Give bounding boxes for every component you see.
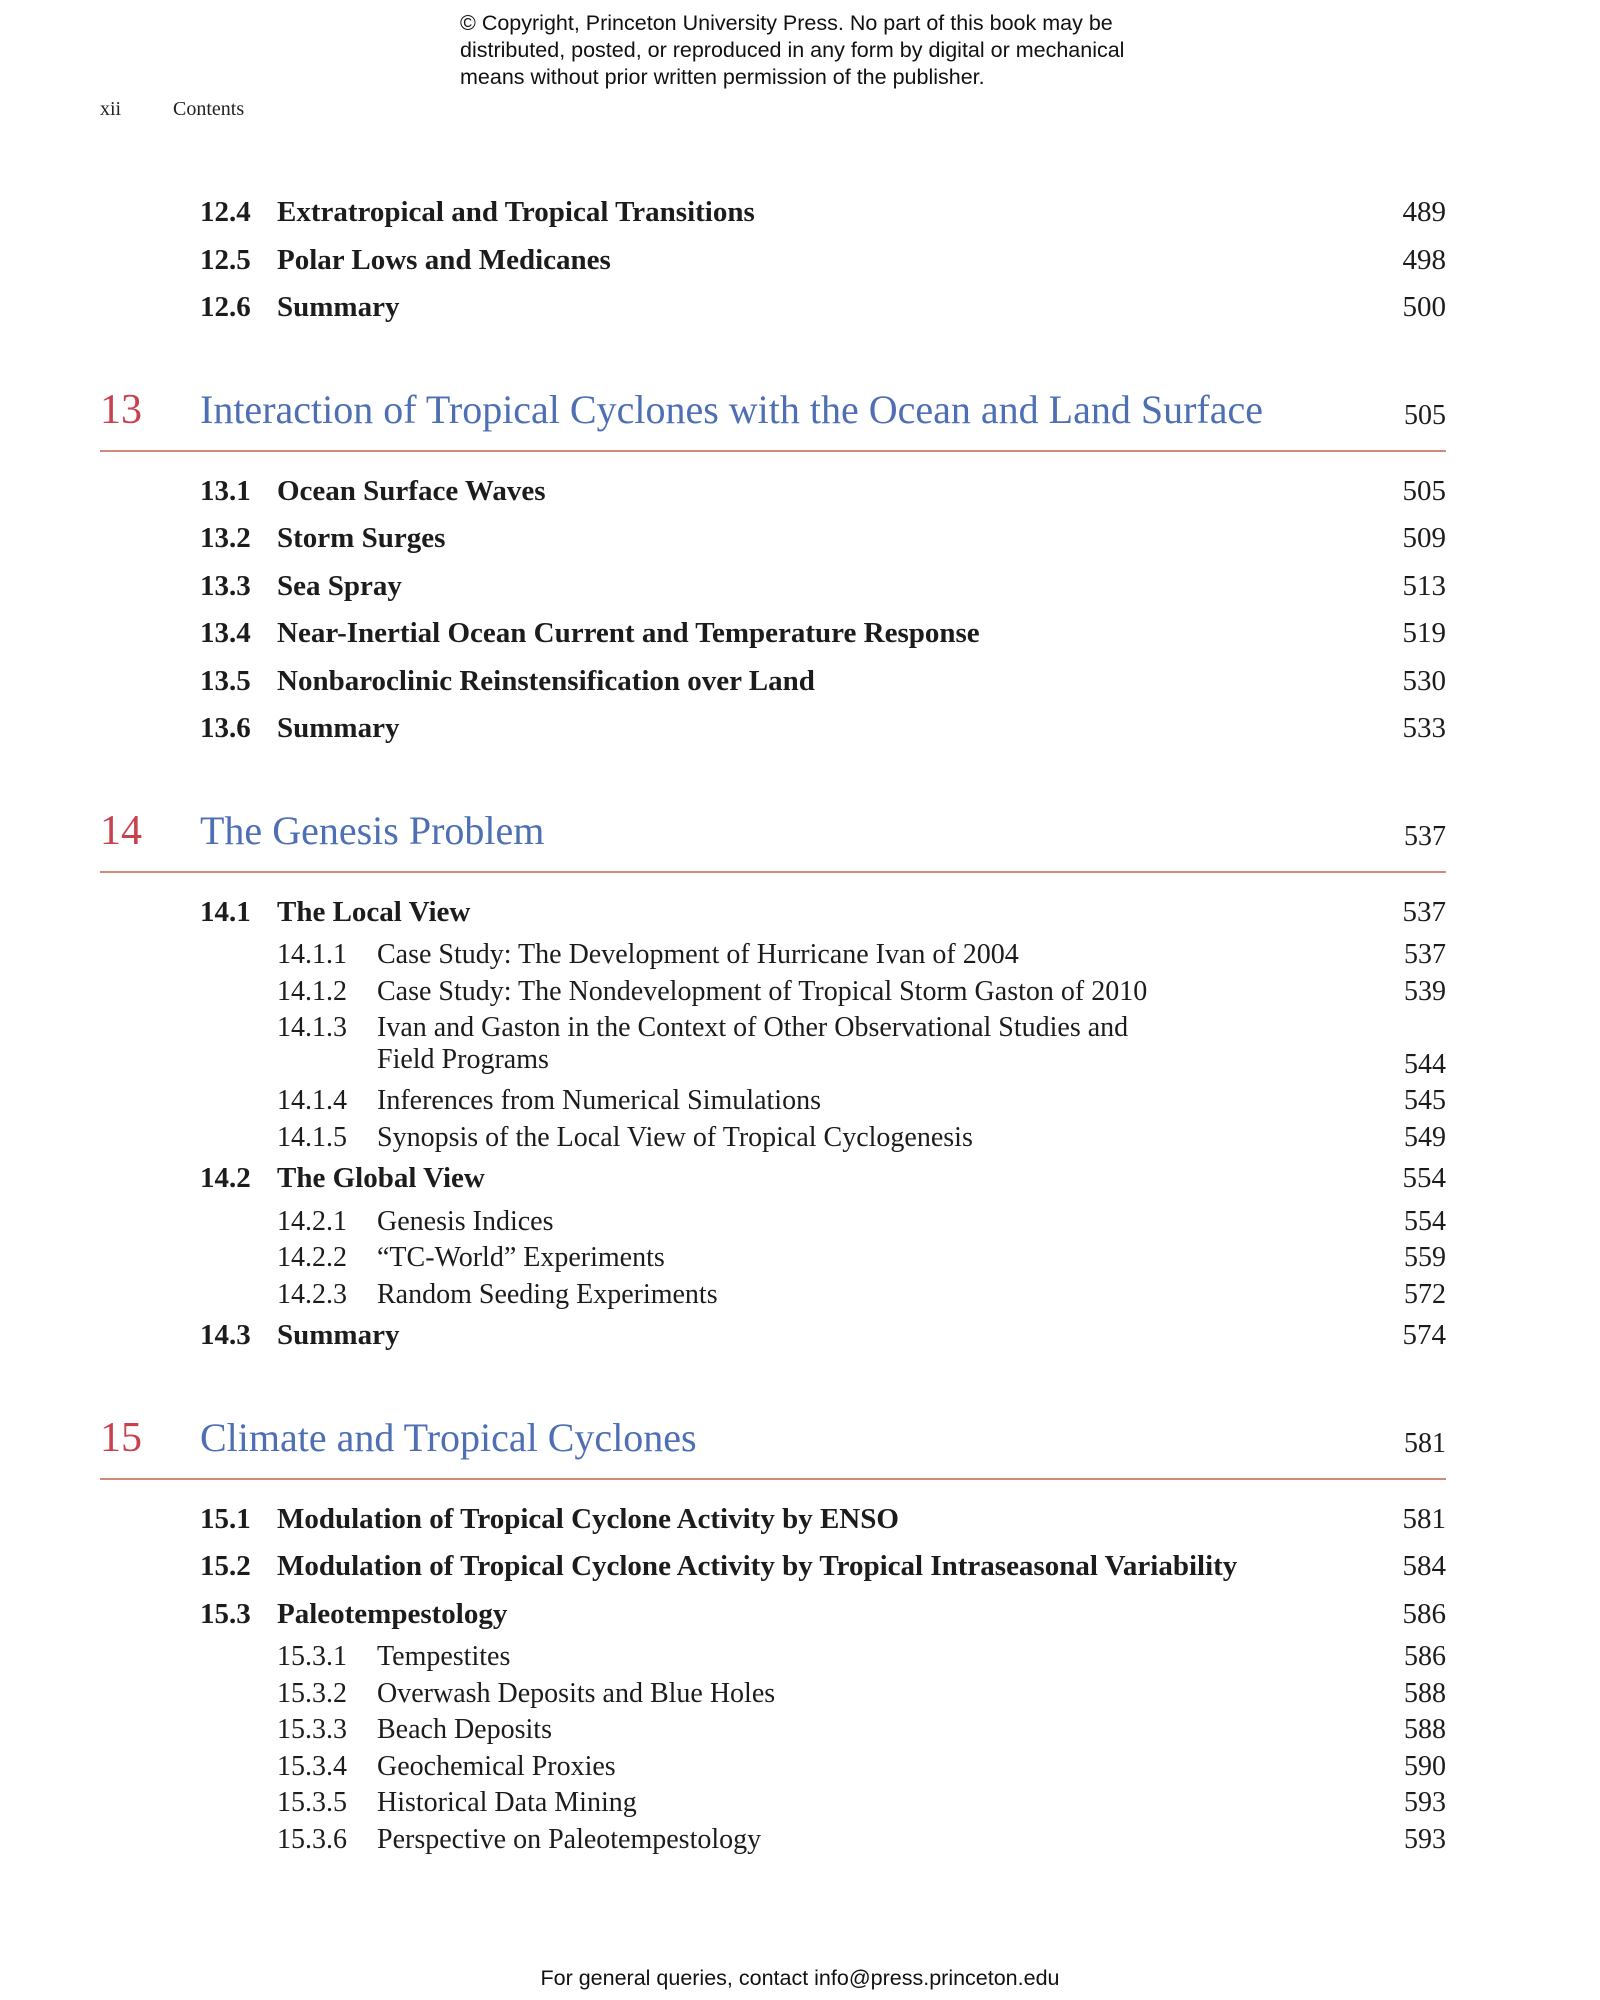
- subsection-page: 544: [1404, 1048, 1446, 1080]
- toc-subsection[interactable]: [100, 1639, 1446, 1676]
- toc-subsection[interactable]: [100, 1277, 1446, 1314]
- section-page: 519: [1402, 617, 1446, 649]
- toc-section[interactable]: [100, 516, 1446, 564]
- subsection-page: 590: [1404, 1750, 1446, 1782]
- toc-section[interactable]: [100, 238, 1446, 286]
- running-head-title: Contents: [173, 98, 245, 120]
- chapter-page: 581: [1404, 1427, 1446, 1459]
- subsection-title: [377, 1012, 1128, 1076]
- section-number: 13.1: [200, 474, 251, 507]
- chapter-title: The Genesis Problem: [200, 807, 545, 853]
- subsection-number: 15.3.2: [277, 1677, 347, 1709]
- toc-section[interactable]: [100, 1497, 1446, 1545]
- subsection-title: Random Seeding Experiments: [377, 1278, 718, 1310]
- chapter-page: 537: [1404, 820, 1446, 852]
- section-number: 12.4: [200, 196, 251, 228]
- chapter-title: Climate and Tropical Cyclones: [200, 1414, 697, 1460]
- toc-subsection[interactable]: [100, 1822, 1446, 1859]
- section-number: 15.1: [200, 1502, 251, 1535]
- chapter-number: 13: [100, 386, 142, 433]
- section-title: Near-Inertial Ocean Current and Temperature Response: [277, 617, 980, 649]
- subsection-page: 588: [1404, 1714, 1446, 1745]
- subsection-page: 554: [1404, 1205, 1446, 1237]
- toc-subsection[interactable]: [100, 937, 1446, 974]
- subsection-page: 559: [1404, 1242, 1446, 1273]
- subsection-page: 539: [1404, 975, 1446, 1007]
- subsection-page: 549: [1404, 1121, 1446, 1153]
- subsection-title: Overwash Deposits and Blue Holes: [377, 1677, 776, 1709]
- section-title: Storm Surges: [277, 522, 446, 554]
- section-page: 554: [1402, 1162, 1446, 1194]
- section-page: 530: [1402, 664, 1446, 697]
- section-title: Polar Lows and Medicanes: [277, 243, 611, 276]
- subsection-page: 593: [1404, 1823, 1446, 1855]
- subsection-page: 588: [1404, 1677, 1446, 1709]
- subsection-number: 14.2.1: [277, 1205, 347, 1237]
- subsection-number: 15.3.5: [277, 1787, 347, 1818]
- subsection-number: 15.3.1: [277, 1641, 347, 1672]
- section-title: Summary: [277, 1319, 400, 1351]
- chapter-page: 505: [1404, 399, 1446, 431]
- subsection-number: 15.3.3: [277, 1714, 347, 1745]
- subsection-title-line: Ivan and Gaston in the Context of Other Observational Studies and: [377, 1012, 1129, 1043]
- section-page: 581: [1402, 1502, 1446, 1535]
- toc-section[interactable]: [100, 1592, 1446, 1640]
- toc-subsection[interactable]: [100, 1712, 1446, 1749]
- subsection-title: Historical Data Mining: [377, 1787, 637, 1818]
- section-number: 12.5: [200, 243, 251, 276]
- subsection-title: Synopsis of the Local View of Tropical Cyclogenesis: [377, 1121, 973, 1153]
- subsection-title-line: Field Programs: [377, 1044, 549, 1075]
- subsection-title: Inferences from Numerical Simulations: [377, 1085, 821, 1116]
- subsection-title: Geochemical Proxies: [377, 1750, 616, 1782]
- subsection-title: Beach Deposits: [377, 1714, 552, 1745]
- section-title: Summary: [277, 291, 400, 323]
- section-page: 513: [1402, 569, 1446, 602]
- section-page: 500: [1402, 291, 1446, 323]
- toc-subsection[interactable]: [100, 1204, 1446, 1241]
- subsection-number: 14.2.2: [277, 1242, 347, 1273]
- section-title: Extratropical and Tropical Transitions: [277, 196, 755, 228]
- toc-subsection[interactable]: [100, 1749, 1446, 1786]
- chapter-number: 14: [100, 807, 142, 854]
- section-title: Summary: [277, 712, 400, 744]
- section-title: Modulation of Tropical Cyclone Activity by ENSO: [277, 1502, 899, 1535]
- section-number: 15.2: [200, 1550, 251, 1582]
- toc-subsection[interactable]: [100, 1676, 1446, 1713]
- subsection-number: 14.1.2: [277, 975, 347, 1007]
- page-number: xii: [100, 98, 122, 120]
- copyright-notice: [460, 10, 1220, 91]
- running-head: [100, 98, 244, 121]
- subsection-number: 15.3.6: [277, 1823, 347, 1855]
- section-page: 584: [1402, 1550, 1446, 1582]
- toc-subsection[interactable]: [100, 1240, 1446, 1277]
- toc-section[interactable]: [100, 190, 1446, 238]
- toc-section[interactable]: [100, 285, 1446, 333]
- subsection-number: 14.1.3: [277, 1012, 347, 1043]
- section-number: 13.4: [200, 617, 251, 649]
- toc-section[interactable]: [100, 1544, 1446, 1592]
- section-page: 586: [1402, 1597, 1446, 1630]
- subsection-title: “TC-World” Experiments: [377, 1242, 665, 1273]
- section-number: 14.1: [200, 895, 251, 928]
- subsection-title: Perspective on Paleotempestology: [377, 1823, 762, 1855]
- chapter-heading-13[interactable]: [100, 376, 1446, 452]
- section-number: 13.2: [200, 522, 251, 554]
- section-page: 509: [1402, 522, 1446, 554]
- section-title: The Global View: [277, 1162, 485, 1194]
- chapter-heading-15[interactable]: [100, 1404, 1446, 1480]
- chapter-title: Interaction of Tropical Cyclones with the Ocean and Land Surface: [200, 386, 1264, 432]
- subsection-title: Genesis Indices: [377, 1205, 554, 1237]
- toc-subsection[interactable]: [100, 1120, 1446, 1157]
- section-title: Ocean Surface Waves: [277, 474, 546, 507]
- section-number: 13.3: [200, 569, 251, 602]
- subsection-page: 537: [1404, 939, 1446, 970]
- section-number: 14.3: [200, 1319, 251, 1351]
- section-number: 13.6: [200, 712, 251, 744]
- section-number: 14.2: [200, 1162, 251, 1194]
- subsection-number: 14.1.1: [277, 939, 347, 970]
- subsection-page: 545: [1404, 1085, 1446, 1116]
- chapter-number: 15: [100, 1414, 142, 1461]
- toc-subsection[interactable]: [100, 1083, 1446, 1120]
- toc-section[interactable]: [100, 1313, 1446, 1361]
- subsection-number: 14.1.5: [277, 1121, 347, 1153]
- section-number: 15.3: [200, 1597, 251, 1630]
- subsection-title: Case Study: The Nondevelopment of Tropical Storm Gaston of 2010: [377, 975, 1148, 1007]
- subsection-number: 14.2.3: [277, 1278, 347, 1310]
- copyright-line: © Copyright, Princeton University Press. No part of this book may be: [460, 11, 1113, 35]
- subsection-number: 15.3.4: [277, 1750, 347, 1782]
- chapter-heading-14[interactable]: [100, 797, 1446, 873]
- toc-section[interactable]: [100, 611, 1446, 659]
- section-title: Modulation of Tropical Cyclone Activity by Tropical Intraseasonal Variability: [277, 1550, 1238, 1582]
- subsection-page: 593: [1404, 1787, 1446, 1818]
- subsection-page: 572: [1404, 1278, 1446, 1310]
- footer-contact: For general queries, contact info@press.princeton.edu: [540, 1966, 1060, 1990]
- section-page: 533: [1402, 712, 1446, 744]
- section-title: Sea Spray: [277, 569, 402, 602]
- table-of-contents: [100, 190, 1446, 1858]
- toc-subsection[interactable]: [100, 1785, 1446, 1822]
- toc-section[interactable]: [100, 890, 1446, 938]
- section-number: 12.6: [200, 291, 251, 323]
- toc-subsection[interactable]: [100, 1010, 1446, 1083]
- section-page: 537: [1402, 895, 1446, 928]
- section-title: Nonbaroclinic Reinstensification over Land: [277, 664, 815, 697]
- toc-section[interactable]: [100, 706, 1446, 754]
- section-page: 574: [1402, 1319, 1446, 1351]
- section-title: The Local View: [277, 895, 471, 928]
- section-page: 505: [1402, 474, 1446, 507]
- toc-section[interactable]: [100, 564, 1446, 612]
- section-page: 489: [1402, 196, 1446, 228]
- subsection-title: Tempestites: [377, 1641, 511, 1672]
- subsection-page: 586: [1404, 1641, 1446, 1672]
- section-page: 498: [1402, 243, 1446, 276]
- subsection-title: Case Study: The Development of Hurricane Ivan of 2004: [377, 939, 1019, 970]
- copyright-line: distributed, posted, or reproduced in any form by digital or mechanical: [460, 38, 1125, 62]
- copyright-line: means without prior written permission of the publisher.: [460, 65, 985, 89]
- section-number: 13.5: [200, 664, 251, 697]
- toc-section[interactable]: [100, 1156, 1446, 1204]
- toc-section[interactable]: [100, 469, 1446, 517]
- subsection-number: 14.1.4: [277, 1085, 347, 1116]
- toc-section[interactable]: [100, 659, 1446, 707]
- toc-subsection[interactable]: [100, 974, 1446, 1011]
- section-title: Paleotempestology: [277, 1597, 508, 1630]
